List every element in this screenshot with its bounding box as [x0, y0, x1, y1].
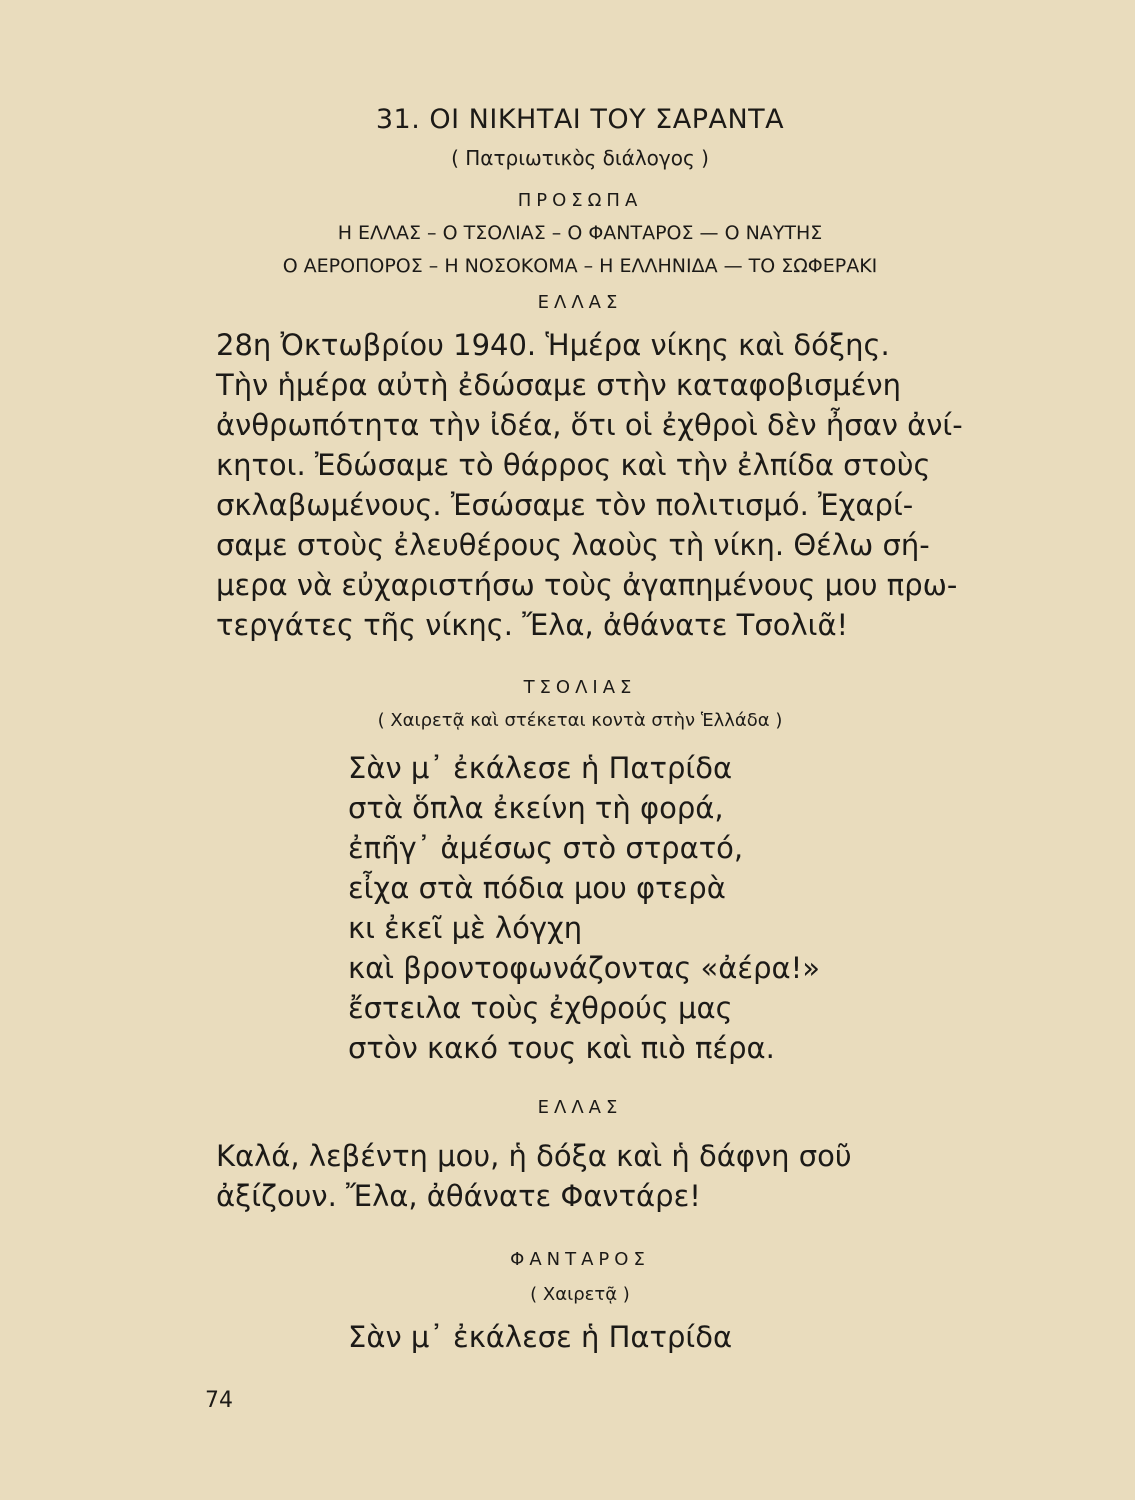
tsolias-verse [348, 748, 820, 1068]
speech-line: σκλαβωμένους. Ἐσώσαμε τὸν πολιτισμό. Ἐχαρί- [216, 488, 914, 522]
page-number: 74 [205, 1388, 233, 1413]
persons-heading: ΠΡΟΣΩΠΑ [517, 190, 643, 211]
verse-line: κι ἐκεῖ μὲ λόγχη [348, 911, 583, 945]
poem-title: 31. ΟΙ ΝΙΚΗΤΑΙ ΤΟΥ ΣΑΡΑΝΤΑ [375, 104, 785, 135]
speech-line: ἀξίζουν. Ἔλα, ἀθάνατε Φαντάρε! [216, 1179, 701, 1213]
verse-line: ἐπῆγ᾽ ἀμέσως στὸ στρατό, [348, 831, 744, 865]
speech-line: μερα νὰ εὐχαριστήσω τοὺς ἀγαπημένους μου πρω- [216, 568, 958, 602]
speech-line: κητοι. Ἐδώσαμε τὸ θάρρος καὶ τὴν ἐλπίδα στοὺς [216, 448, 931, 482]
ellas-speech-2 [216, 1136, 1031, 1216]
verse-line: καὶ βροντοφωνάζοντας «ἀέρα!» [348, 951, 820, 985]
persons-line-2: Ο ΑΕΡΟΠΟΡΟΣ – Η ΝΟΣΟΚΟΜΑ – Η ΕΛΛΗΝΙΔΑ — ΤΟ ΣΩΦΕΡΑΚΙ [282, 255, 878, 277]
speaker-fantaros: ΦΑΝΤΑΡΟΣ [510, 1249, 650, 1270]
speaker-ellas: ΕΛΛΑΣ [537, 292, 623, 313]
speech-line: Καλά, λεβέντη μου, ἡ δόξα καὶ ἡ δάφνη σοῦ [216, 1139, 852, 1173]
fantaros-verse-first-line: Σὰν μ᾽ ἐκάλεσε ἡ Πατρίδα [348, 1320, 733, 1354]
speech-line: τεργάτες τῆς νίκης. Ἔλα, ἀθάνατε Τσολιᾶ! [216, 608, 849, 642]
stage-direction: ( Χαιρετᾷ καὶ στέκεται κοντὰ στὴν Ἑλλάδα ) [377, 710, 783, 731]
verse-line: ἔστειλα τοὺς ἐχθρούς μας [348, 991, 733, 1025]
speech-line: Τὴν ἡμέρα αὐτὴ ἐδώσαμε στὴν καταφοβισμένη [216, 368, 901, 402]
poem-subtitle: ( Πατριωτικὸς διάλογος ) [451, 146, 709, 170]
persons-line-1: Η ΕΛΛΑΣ – Ο ΤΣΟΛΙΑΣ – Ο ΦΑΝΤΑΡΟΣ — Ο ΝΑΥΤΗΣ [337, 222, 823, 244]
verse-line: Σὰν μ᾽ ἐκάλεσε ἡ Πατρίδα [348, 751, 733, 785]
ellas-speech [216, 325, 1031, 645]
speech-line: ἀνθρωπότητα τὴν ἰδέα, ὅτι οἱ ἐχθροὶ δὲν ἦσαν ἀνί- [216, 408, 963, 442]
speaker-tsolias: ΤΣΟΛΙΑΣ [523, 677, 637, 698]
speech-line: σαμε στοὺς ἐλευθέρους λαοὺς τὴ νίκη. Θέλω σή- [216, 528, 930, 562]
stage-direction-2: ( Χαιρετᾷ ) [530, 1284, 630, 1305]
verse-line: εἶχα στὰ πόδια μου φτερὰ [348, 871, 726, 905]
verse-line: στὸν κακό τους καὶ πιὸ πέρα. [348, 1031, 775, 1065]
speech-line: 28η Ὀκτωβρίου 1940. Ἡμέρα νίκης καὶ δόξης. [216, 328, 890, 362]
verse-line: στὰ ὅπλα ἐκείνη τὴ φορά, [348, 791, 724, 825]
speaker-ellas-2: ΕΛΛΑΣ [537, 1097, 623, 1118]
